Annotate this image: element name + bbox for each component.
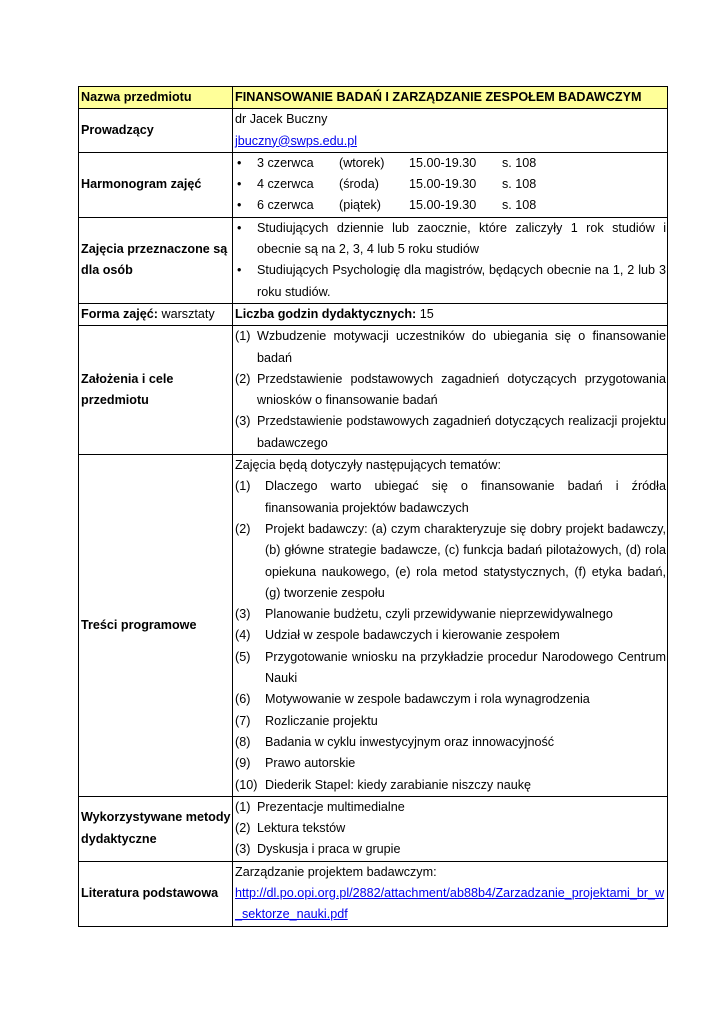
topic-item [235,647,666,690]
topic-item [235,711,666,732]
form-value: warsztaty [161,306,215,321]
syllabus-table [78,86,668,927]
label-methods: Wykorzystywane metody dydaktyczne [79,796,233,861]
item-text: Przygotowanie wniosku na przykładzie procedur Narodowego Centrum Nauki [265,649,666,686]
item-number: (1) [235,799,251,814]
label-course-name: Nazwa przedmiotu [79,87,233,109]
label-literature: Literatura podstawowa [79,861,233,926]
topic-item [235,753,666,774]
item-text: Wzbudzenie motywacji uczestników do ubiegania się o finansowanie badań [257,329,666,365]
schedule-date: • 6 czerwca [257,198,314,213]
item-number: (5) [235,649,251,664]
item-number: (4) [235,628,251,643]
schedule-time: 15.00-19.30 [409,177,477,192]
item-text: Dyskusja i praca w grupie [257,842,401,857]
lecturer-email-link[interactable]: jbuczny@swps.edu.pl [235,133,357,148]
schedule-room: s. 108 [502,198,537,213]
item-text: Prezentacje multimedialne [257,799,405,814]
label-schedule: Harmonogram zajęć [79,152,233,217]
goal-item [235,326,666,369]
item-number: (1) [235,479,251,494]
schedule-day: (piątek) [339,198,381,213]
item-text: Planowanie budżetu, czyli przewidywanie nieprzewidywalnego [265,607,613,622]
form-cell [79,303,233,325]
topic-item [235,476,666,519]
item-text: Diederik Stapel: kiedy zarabianie niszczy naukę [265,777,532,792]
schedule-item [235,174,666,195]
topics-list [235,476,666,795]
lecturer-cell [233,109,668,153]
label-hours: Liczba godzin dydaktycznych: [235,306,417,321]
row-schedule [79,152,668,217]
topic-item [235,775,666,796]
course-name: FINANSOWANIE BADAŃ I ZARZĄDZANIE ZESPOŁEM BADAWCZYM [233,87,668,109]
method-item [235,797,666,818]
item-number: (3) [235,414,251,429]
row-form [79,303,668,325]
method-item [235,818,666,839]
item-number: (3) [235,607,251,622]
row-literature [79,861,668,926]
lecturer-name: dr Jacek Buczny [235,112,328,127]
topic-item [235,625,666,646]
item-number: (2) [235,821,251,836]
schedule-cell [233,152,668,217]
row-content [79,455,668,797]
methods-list [235,797,666,861]
row-methods [79,796,668,861]
topic-item [235,519,666,604]
schedule-list [235,153,666,217]
item-number: (9) [235,756,251,771]
row-goals [79,326,668,455]
literature-cell [233,861,668,926]
item-number: (3) [235,842,251,857]
item-text: Projekt badawczy: (a) czym charakteryzuje się dobry projekt badawczy, (b) główne strategie badawcze, (c) funkcja badań pilotażowych, (d) rola opiekuna naukowego, (e) rola metod statystycznych, (f) etyka badań, (g) tworzenie zespołu [265,521,666,600]
label-form: Forma zajęć: [81,306,158,321]
method-item [235,839,666,860]
label-audience: Zajęcia przeznaczone są dla osób [79,217,233,303]
audience-item: • Studiujących dziennie lub zaocznie, które zaliczyły 1 rok studiów i obecnie są na 2, 3, 4 lub 5 roku studiów [235,218,666,261]
item-text: Rozliczanie projektu [265,713,378,728]
goals-cell [233,326,668,455]
topic-item [235,689,666,710]
schedule-item [235,153,666,174]
schedule-date: • 4 czerwca [257,177,314,192]
row-lecturer [79,109,668,153]
hours-cell [233,303,668,325]
goals-list [235,326,666,454]
schedule-day: (wtorek) [339,155,385,170]
item-number: (6) [235,692,251,707]
item-number: (10) [235,777,258,792]
item-text: Prawo autorskie [265,756,356,771]
topic-item [235,604,666,625]
topic-item [235,732,666,753]
item-text: Lektura tekstów [257,821,346,836]
item-text: Badania w cyklu inwestycyjnym oraz innowacyjność [265,734,555,749]
label-goals: Założenia i cele przedmiotu [79,326,233,455]
schedule-date: • 3 czerwca [257,155,314,170]
goal-item [235,369,666,412]
item-number: (1) [235,329,251,344]
label-lecturer: Prowadzący [79,109,233,153]
content-cell [233,455,668,797]
literature-title: Zarządzanie projektem badawczym: [235,864,437,879]
item-text: Motywowanie w zespole badawczym i rola wynagrodzenia [265,692,590,707]
item-number: (7) [235,713,251,728]
row-course-name [79,87,668,109]
schedule-day: (środa) [339,177,379,192]
item-text: Dlaczego warto ubiegać się o finansowanie badań i źródła finansowania projektów badawczych [265,479,666,515]
methods-cell [233,796,668,861]
audience-cell [233,217,668,303]
item-number: (8) [235,734,251,749]
row-audience [79,217,668,303]
schedule-item [235,195,666,216]
goal-item [235,411,666,454]
item-number: (2) [235,371,251,386]
content-intro: Zajęcia będą dotyczyły następujących tematów: [235,458,502,473]
item-text: Przedstawienie podstawowych zagadnień dotyczących przygotowania wniosków o finansowanie badań [257,371,666,408]
schedule-time: 15.00-19.30 [409,155,477,170]
literature-link[interactable]: http://dl.po.opi.org.pl/2882/attachment/ab88b4/Zarzadzanie_projektami_br_w_sektorze_nauki.pdf [235,885,665,922]
label-content: Treści programowe [79,455,233,797]
hours-value: 15 [419,306,434,321]
audience-item: • Studiujących Psychologię dla magistrów, będących obecnie na 1, 2 lub 3 roku studiów. [235,260,666,303]
item-text: Udział w zespole badawczych i kierowanie zespołem [265,628,560,643]
item-text: Przedstawienie podstawowych zagadnień dotyczących realizacji projektu badawczego [257,414,666,450]
schedule-room: s. 108 [502,177,537,192]
schedule-time: 15.00-19.30 [409,198,477,213]
schedule-room: s. 108 [502,155,537,170]
item-number: (2) [235,521,251,536]
audience-list [235,218,666,303]
